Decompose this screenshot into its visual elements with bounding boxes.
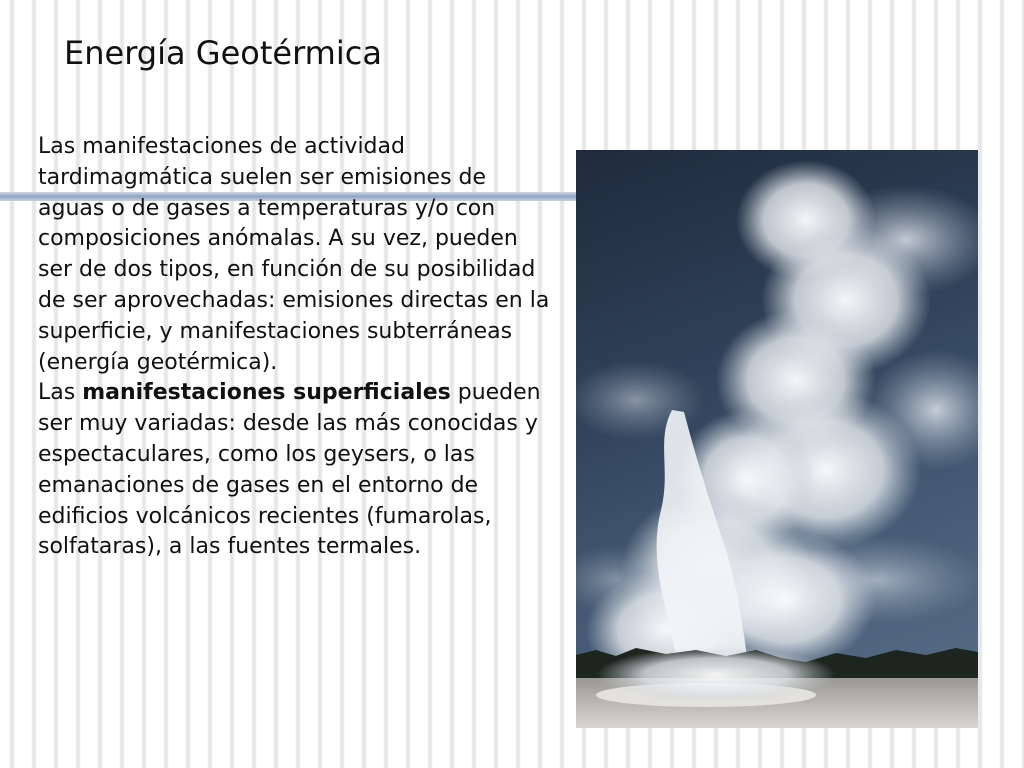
paragraph-2-start: Las: [38, 380, 83, 406]
steam-base: [596, 647, 836, 703]
slide-title: Energía Geotérmica: [64, 34, 382, 72]
paragraph-2-bold: manifestaciones superficiales: [82, 380, 451, 406]
paragraph-1: Las manifestaciones de actividad tardimagmática suelen ser emisiones de aguas o de gases a temperaturas y/o con composiciones anómalas. A su vez, pueden ser de dos tipos, en función de su posibilidad de ser aprovechadas: emisiones directas en la superficie, y manifestaciones subterráneas (energía geotérmica).: [38, 134, 550, 375]
paragraph-2-end: pueden ser muy variadas: desde las más conocidas y espectaculares, como los geysers, o las emanaciones de gases en el entorno de edificios volcánicos recientes (fumarolas, solfataras), a las fuentes termales.: [38, 380, 541, 560]
geyser-illustration: [576, 150, 978, 728]
geyser-photo: [576, 150, 978, 728]
slide-body-text: [38, 132, 558, 563]
paragraph-2: [38, 378, 558, 563]
